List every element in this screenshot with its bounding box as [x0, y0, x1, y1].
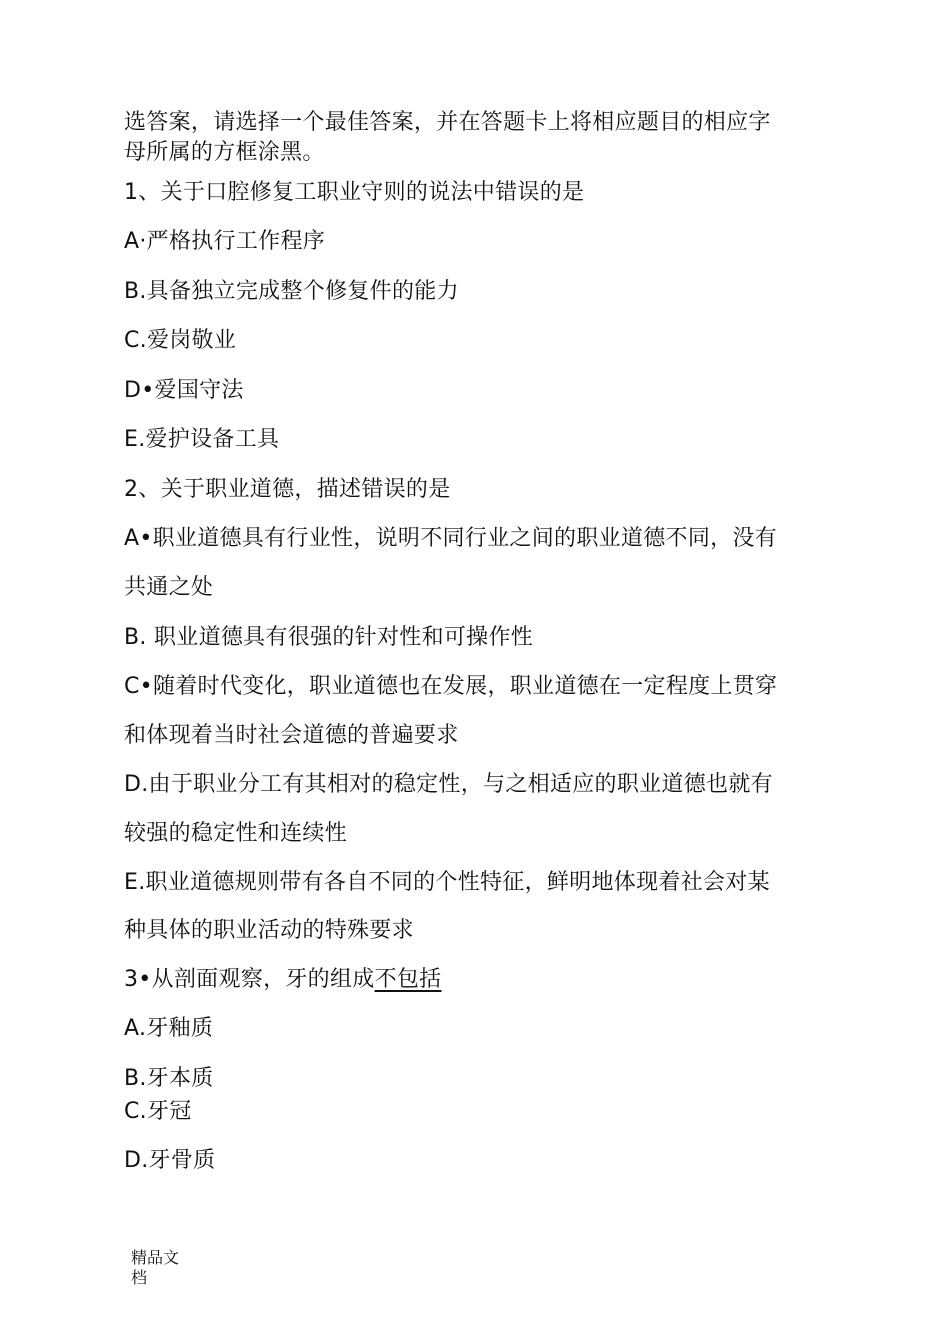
question-1-option-d: D•爱国守法	[124, 378, 244, 403]
question-3-stem-prefix: 3•从剖面观察，牙的组成	[124, 967, 375, 992]
footer-label-line-2: 档	[131, 1268, 148, 1287]
question-2-option-a: A•职业道德具有行业性，说明不同行业之间的职业道德不同，没有	[124, 526, 778, 551]
question-2-stem: 2、关于职业道德，描述错误的是	[124, 477, 451, 502]
question-2-option-b: B. 职业道德具有很强的针对性和可操作性	[124, 625, 534, 650]
question-2-option-d: D.由于职业分工有其相对的稳定性，与之相适应的职业道德也就有	[124, 772, 773, 797]
question-2-option-c: C•随着时代变化，职业道德也在发展，职业道德在一定程度上贯穿	[124, 674, 778, 699]
question-3-option-a: A.牙釉质	[124, 1016, 214, 1041]
intro-line-2: 母所属的方框涂黑。	[124, 140, 325, 165]
question-1-option-c: C.爱岗敬业	[124, 328, 237, 353]
question-1-stem: 1、关于口腔修复工职业守则的说法中错误的是	[124, 180, 585, 205]
question-2-option-c-cont: 和体现着当时社会道德的普遍要求	[124, 723, 459, 748]
footer-label	[131, 1248, 191, 1288]
footer-label-line-1: 精品文	[131, 1248, 180, 1267]
question-2-option-e: E.职业道德规则带有各自不同的个性特征，鲜明地体现着社会对某	[124, 870, 770, 895]
question-2-option-e-cont: 种具体的职业活动的特殊要求	[124, 918, 414, 943]
question-2-option-d-cont: 较强的稳定性和连续性	[124, 821, 348, 846]
question-3-option-b: B.牙本质	[124, 1066, 214, 1091]
question-3-stem	[124, 965, 441, 995]
question-2-option-a-cont: 共通之处	[124, 575, 214, 600]
question-3-option-d: D.牙骨质	[124, 1148, 216, 1173]
question-1-option-b: B.具备独立完成整个修复件的能力	[124, 279, 459, 304]
question-1-option-e: E.爱护设备工具	[124, 427, 280, 452]
question-1-option-a: A·严格执行工作程序	[124, 229, 326, 254]
intro-line-1: 选答案，请选择一个最佳答案，并在答题卡上将相应题目的相应字	[124, 110, 771, 135]
question-3-option-c: C.牙冠	[124, 1099, 192, 1124]
question-3-stem-underlined: 不包括	[374, 967, 442, 992]
